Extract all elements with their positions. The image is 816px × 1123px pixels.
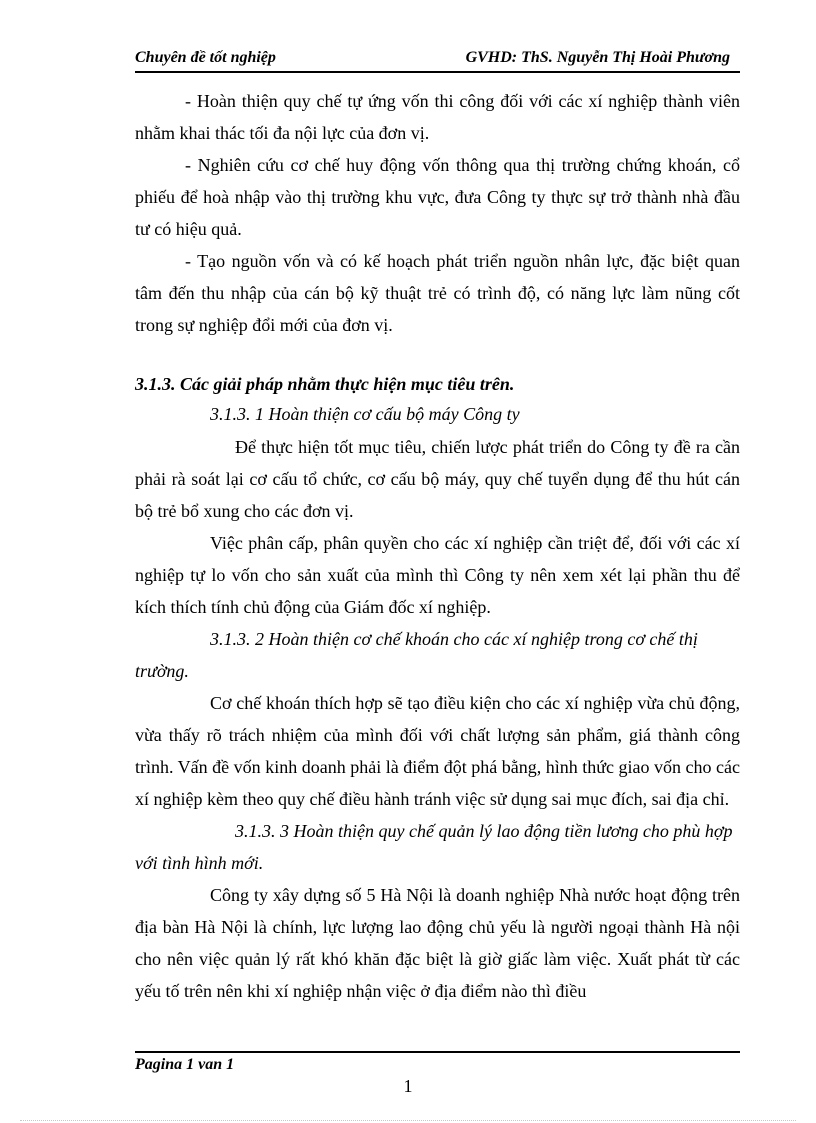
paragraph-3: - Tạo nguồn vốn và có kế hoạch phát triển nguồn nhân lực, đặc biệt quan tâm đến thu nhập của cán bộ kỹ thuật trẻ có trình độ, có năng lực làm nũng cốt trong sự nghiệp đổi mới của đơn vị. <box>135 251 740 335</box>
header-title: Chuyên đề tốt nghiệp <box>135 49 276 66</box>
subsection-1-title: 3.1.3. 1 Hoàn thiện cơ cấu bộ máy Công ty <box>210 404 520 424</box>
footer-divider <box>135 1051 740 1053</box>
footer-pagination: Pagina 1 van 1 <box>135 1056 235 1073</box>
subsection-2-title: 3.1.3. 2 Hoàn thiện cơ chế khoán cho các xí nghiệp trong cơ chế thị trường. <box>135 629 698 681</box>
page-header <box>135 47 740 73</box>
page-number: 1 <box>403 1076 413 1096</box>
paragraph-6: Cơ chế khoán thích hợp sẽ tạo điều kiện cho các xí nghiệp vừa chủ động, vừa thấy rõ trách nhiệm của mình đối với chất lượng sản phẩm, giá thành công trình. Vấn đề vốn kinh doanh phải là điểm đột phá bằng, hình thức giao vốn cho các xí nghiệp kèm theo quy chế điều hành tránh việc sử dụng sai mục đích, sai địa chỉ. <box>135 693 740 809</box>
paragraph-7: Công ty xây dựng số 5 Hà Nội là doanh nghiệp Nhà nước hoạt động trên địa bàn Hà Nội là chính, lực lượng lao động chủ yếu là người ngoại thành Hà nội cho nên việc quản lý rất khó khăn đặc biệt là giờ giấc làm việc. Xuất phát từ các yếu tố trên nên khi xí nghiệp nhận việc ở địa điểm nào thì điều <box>135 885 740 1001</box>
paragraph-1: - Hoàn thiện quy chế tự ứng vốn thi công đối với các xí nghiệp thành viên nhằm khai thác tối đa nội lực của đơn vị. <box>135 91 740 143</box>
subsection-3-title: 3.1.3. 3 Hoàn thiện quy chế quản lý lao động tiền lương cho phù hợp với tình hình mới. <box>135 821 733 873</box>
document-body <box>135 85 740 1007</box>
paragraph-4: Để thực hiện tốt mục tiêu, chiến lược phát triển do Công ty đề ra cần phải rà soát lại cơ cấu tổ chức, cơ cấu bộ máy, quy chế tuyển dụng để thu hút cán bộ trẻ bổ xung cho các đơn vị. <box>135 437 740 521</box>
page-break-line <box>20 1120 796 1121</box>
paragraph-5: Việc phân cấp, phân quyền cho các xí nghiệp cần triệt để, đối với các xí nghiệp tự lo vốn cho sản xuất của mình thì Công ty nên xem xét lại phần thu để kích thích tính chủ động của Giám đốc xí nghiệp. <box>135 533 740 617</box>
header-advisor: GVHD: ThS. Nguyễn Thị Hoài Phương <box>465 49 730 66</box>
section-heading: 3.1.3. Các giải pháp nhằm thực hiện mục tiêu trên. <box>135 374 515 394</box>
paragraph-2: - Nghiên cứu cơ chế huy động vốn thông qua thị trường chứng khoán, cổ phiếu để hoà nhập vào thị trường khu vực, đưa Công ty thực sự trở thành nhà đầu tư có hiệu quả. <box>135 155 740 239</box>
